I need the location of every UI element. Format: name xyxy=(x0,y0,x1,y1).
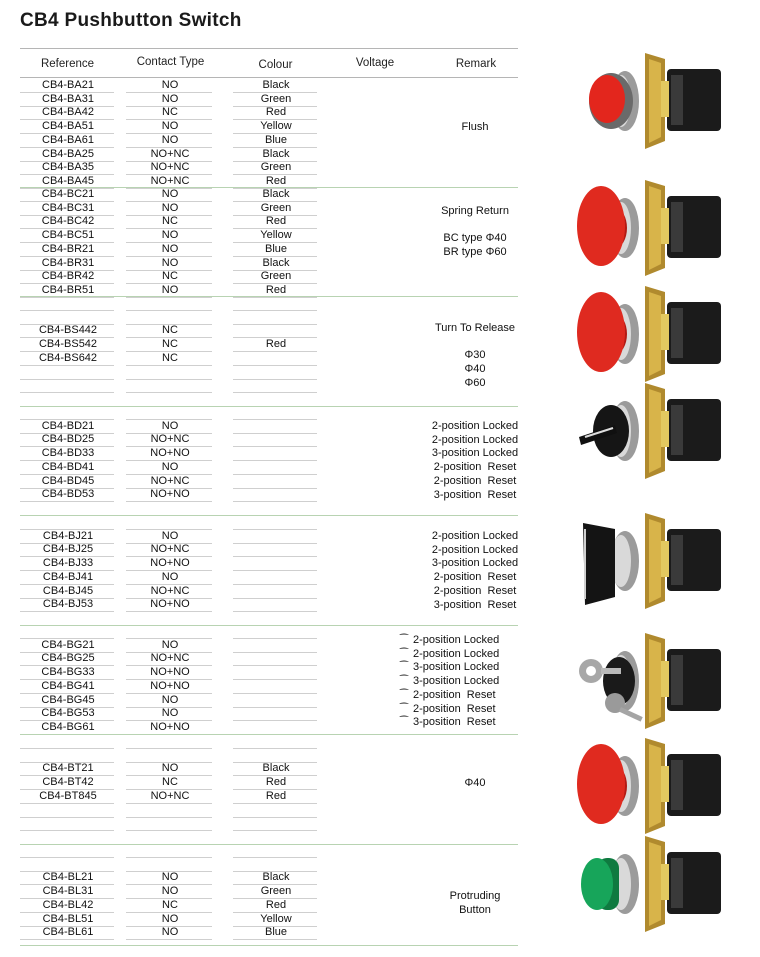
table-cell-ref: CB4-BD21 xyxy=(41,419,95,432)
table-cell-ref: CB4-BR51 xyxy=(41,283,95,296)
row-underline xyxy=(126,379,212,380)
row-underline xyxy=(20,803,114,804)
row-underline xyxy=(233,529,317,530)
table-cell-ref: CB4-BR31 xyxy=(41,256,95,269)
remark-line xyxy=(395,689,525,703)
row-underline xyxy=(233,584,317,585)
header-bottom-rule xyxy=(20,77,518,78)
table-cell-contact: NO xyxy=(161,912,179,925)
row-underline xyxy=(126,857,212,858)
row-underline xyxy=(233,446,317,447)
remark-block xyxy=(420,322,530,391)
table-cell-ref: CB4-BJ45 xyxy=(42,584,94,597)
table-cell-contact: NO+NO xyxy=(150,447,190,460)
table-cell-contact: NO xyxy=(161,693,179,706)
remark-line: 2-position Locked xyxy=(431,530,519,542)
table-cell-contact: NO+NC xyxy=(150,174,190,187)
table-cell-colour: Yellow xyxy=(260,229,292,242)
group-separator xyxy=(20,515,518,516)
row-underline xyxy=(126,365,212,366)
group-separator xyxy=(20,945,518,946)
table-cell-colour: Black xyxy=(262,188,290,200)
table-cell-contact: NO xyxy=(161,229,179,242)
table-cell-contact: NO+NO xyxy=(150,720,190,733)
table-cell-ref: CB4-BR42 xyxy=(41,270,95,283)
row-underline xyxy=(233,392,317,393)
header-colour: Colour xyxy=(258,59,293,71)
table-cell-contact: NO xyxy=(161,133,179,146)
key-position-icon: ⁀ xyxy=(399,648,409,660)
table-cell-ref: CB4-BD41 xyxy=(41,460,95,473)
row-underline xyxy=(233,310,317,311)
remark-line: BC type Φ40 xyxy=(443,232,507,245)
row-underline xyxy=(126,830,212,831)
header-reference: Reference xyxy=(40,58,95,70)
remark-text: 3-position Reset xyxy=(413,716,496,729)
remark-line: Φ60 xyxy=(464,376,486,389)
table-cell-ref: CB4-BL61 xyxy=(42,926,94,939)
row-underline xyxy=(20,501,114,502)
table-cell-ref: CB4-BA25 xyxy=(42,147,94,160)
page-title: CB4 Pushbutton Switch xyxy=(20,10,242,31)
table-cell-ref: CB4-BA51 xyxy=(42,120,94,133)
row-underline xyxy=(126,310,212,311)
header-contact-type: Contact Type xyxy=(136,56,205,68)
flush-pushbutton-photo xyxy=(575,45,735,155)
table-cell-contact: NO+NC xyxy=(150,474,190,487)
table-cell-contact: NO+NC xyxy=(150,652,190,665)
row-underline xyxy=(233,857,317,858)
row-underline xyxy=(126,817,212,818)
table-cell-ref: CB4-BG33 xyxy=(41,666,95,679)
row-underline xyxy=(20,857,114,858)
table-cell-contact: NO+NC xyxy=(150,147,190,160)
table-cell-colour: Red xyxy=(265,338,287,351)
remark-text: 2-position Locked xyxy=(413,634,500,646)
row-underline xyxy=(233,419,317,420)
table-cell-ref: CB4-BG41 xyxy=(41,679,95,692)
row-underline xyxy=(20,365,114,366)
row-underline xyxy=(20,297,114,298)
table-cell-contact: NO+NO xyxy=(150,488,190,501)
group-separator xyxy=(20,844,518,845)
table-cell-contact: NO+NO xyxy=(150,666,190,679)
table-cell-colour: Black xyxy=(262,79,290,91)
table-cell-contact: NO xyxy=(161,707,179,720)
turn-to-release-photo xyxy=(575,278,735,388)
remark-block xyxy=(395,634,525,730)
table-cell-contact: NO+NC xyxy=(150,789,190,802)
table-cell-colour: Yellow xyxy=(260,120,292,133)
table-cell-ref: CB4-BG45 xyxy=(41,693,95,706)
remark-line: 2-position Reset xyxy=(433,474,517,487)
table-cell-ref: CB4-BD45 xyxy=(41,474,95,487)
remark-line: Turn To Release xyxy=(434,322,516,334)
table-cell-ref: CB4-BL31 xyxy=(42,885,94,898)
table-cell-ref: CB4-BJ41 xyxy=(42,570,94,583)
row-underline xyxy=(20,310,114,311)
table-cell-ref: CB4-BG21 xyxy=(41,638,95,651)
row-underline xyxy=(233,433,317,434)
table-cell-contact: NO xyxy=(161,92,179,105)
row-underline xyxy=(126,611,212,612)
remark-line xyxy=(395,716,525,730)
remark-text: 2-position Reset xyxy=(413,688,496,701)
key-position-icon: ⁀ xyxy=(399,703,409,715)
remark-line: 2-position Reset xyxy=(433,571,517,584)
row-underline xyxy=(233,365,317,366)
row-underline xyxy=(126,297,212,298)
row-underline xyxy=(20,817,114,818)
table-cell-contact: NO xyxy=(161,885,179,898)
table-cell-contact: NO xyxy=(161,201,179,214)
table-cell-contact: NC xyxy=(162,215,178,228)
table-cell-contact: NO+NC xyxy=(150,543,190,556)
row-underline xyxy=(233,543,317,544)
table-cell-ref: CB4-BT21 xyxy=(42,762,94,775)
remark-line: 2-position Locked xyxy=(431,543,519,556)
key-position-icon: ⁀ xyxy=(399,662,409,674)
table-cell-contact: NO xyxy=(161,529,179,542)
table-cell-contact: NC xyxy=(162,776,178,789)
key-position-icon: ⁀ xyxy=(399,635,409,646)
row-underline xyxy=(233,460,317,461)
long-handle-selector-photo xyxy=(575,505,735,615)
row-underline xyxy=(233,638,317,639)
remark-line: 3-position Reset xyxy=(433,488,517,501)
remark-text: 3-position Locked xyxy=(413,661,500,674)
table-cell-ref: CB4-BT845 xyxy=(39,789,97,802)
table-cell-colour: Red xyxy=(265,776,287,789)
row-underline xyxy=(233,598,317,599)
key-position-icon: ⁀ xyxy=(399,676,409,688)
remark-line xyxy=(395,675,525,689)
table-cell-contact: NO xyxy=(161,242,179,255)
table-cell-contact: NO+NO xyxy=(150,679,190,692)
table-cell-ref: CB4-BA31 xyxy=(42,92,94,105)
table-cell-colour: Green xyxy=(260,885,292,898)
remark-line xyxy=(395,703,525,717)
row-underline xyxy=(233,556,317,557)
table-cell-contact: NO+NO xyxy=(150,598,190,611)
table-cell-colour: Blue xyxy=(264,926,288,939)
row-underline xyxy=(233,570,317,571)
table-cell-ref: CB4-BS442 xyxy=(38,324,98,337)
remark-text: 2-position Locked xyxy=(413,647,500,660)
row-underline xyxy=(233,324,317,325)
table-cell-contact: NO xyxy=(161,926,179,939)
table-cell-colour: Green xyxy=(260,92,292,105)
table-cell-ref: CB4-BJ21 xyxy=(42,529,94,542)
row-underline xyxy=(233,488,317,489)
table-cell-colour: Red xyxy=(265,898,287,911)
table-cell-ref: CB4-BA21 xyxy=(42,79,94,91)
table-cell-ref: CB4-BJ33 xyxy=(42,557,94,570)
remark-line: 2-position Locked xyxy=(431,420,519,432)
table-cell-contact: NC xyxy=(162,106,178,119)
remark-line: 2-position Locked xyxy=(431,433,519,446)
row-underline xyxy=(20,379,114,380)
row-underline xyxy=(233,817,317,818)
table-cell-contact: NO xyxy=(161,638,179,651)
remark-line xyxy=(420,336,530,350)
row-underline xyxy=(233,652,317,653)
table-cell-contact: NO xyxy=(161,256,179,269)
row-underline xyxy=(126,803,212,804)
table-cell-colour: Green xyxy=(260,201,292,214)
row-underline xyxy=(233,474,317,475)
row-underline xyxy=(233,707,317,708)
remark-line: Φ40 xyxy=(464,363,486,376)
remark-block xyxy=(420,890,530,917)
remark-line: 3-position Locked xyxy=(431,447,519,460)
table-cell-ref: CB4-BC42 xyxy=(41,215,95,228)
remark-line: 3-position Locked xyxy=(431,557,519,570)
table-cell-contact: NO xyxy=(161,871,179,884)
table-cell-colour: Black xyxy=(262,762,290,775)
table-cell-colour: Blue xyxy=(264,133,288,146)
remark-block xyxy=(420,205,530,260)
selector-switch-photo xyxy=(575,375,735,485)
remark-line xyxy=(395,661,525,675)
row-underline xyxy=(233,351,317,352)
remark-line: 2-position Reset xyxy=(433,584,517,597)
row-underline xyxy=(20,392,114,393)
table-cell-ref: CB4-BC31 xyxy=(41,201,95,214)
table-cell-colour: Blue xyxy=(264,242,288,255)
key-position-icon: ⁀ xyxy=(399,689,409,701)
table-cell-contact: NC xyxy=(162,351,178,364)
row-underline xyxy=(233,665,317,666)
group-separator xyxy=(20,406,518,407)
group-separator xyxy=(20,296,518,297)
table-cell-contact: NO+NC xyxy=(150,433,190,446)
table-cell-ref: CB4-BA42 xyxy=(42,106,94,119)
table-cell-ref: CB4-BG61 xyxy=(41,720,95,733)
table-cell-contact: NO+NO xyxy=(150,557,190,570)
table-cell-ref: CB4-BC21 xyxy=(41,188,95,200)
remark-line: BR type Φ60 xyxy=(443,246,507,259)
table-cell-ref: CB4-BG25 xyxy=(41,652,95,665)
header-voltage: Voltage xyxy=(355,57,395,69)
table-cell-contact: NC xyxy=(162,338,178,351)
row-underline xyxy=(233,501,317,502)
table-cell-ref: CB4-BJ25 xyxy=(42,543,94,556)
row-underline xyxy=(126,501,212,502)
remark-line: Button xyxy=(459,903,491,916)
table-cell-contact: NO xyxy=(161,283,179,296)
remark-line xyxy=(395,648,525,662)
table-cell-contact: NC xyxy=(162,324,178,337)
table-cell-colour: Red xyxy=(265,283,287,296)
table-cell-ref: CB4-BL21 xyxy=(42,871,94,884)
remark-block xyxy=(420,121,530,135)
table-cell-colour: Yellow xyxy=(260,912,292,925)
table-cell-ref: CB4-BL51 xyxy=(42,912,94,925)
group-separator xyxy=(20,734,518,735)
remark-line: Spring Return xyxy=(441,205,509,217)
remark-text: 3-position Locked xyxy=(413,675,500,688)
row-underline xyxy=(20,748,114,749)
row-underline xyxy=(126,939,212,940)
remark-line: Φ30 xyxy=(464,349,486,362)
table-cell-ref: CB4-BA45 xyxy=(42,174,94,187)
table-cell-contact: NO xyxy=(161,570,179,583)
table-cell-ref: CB4-BS542 xyxy=(38,338,98,351)
table-cell-ref: CB4-BD25 xyxy=(41,433,95,446)
table-cell-colour: Green xyxy=(260,270,292,283)
row-underline xyxy=(233,297,317,298)
row-underline xyxy=(20,830,114,831)
remark-line xyxy=(395,634,525,648)
table-cell-ref: CB4-BJ53 xyxy=(42,598,94,611)
remark-line: Flush xyxy=(461,121,489,133)
table-cell-contact: NO xyxy=(161,762,179,775)
remark-line xyxy=(420,219,530,233)
remark-line: 3-position Reset xyxy=(433,598,517,611)
row-underline xyxy=(233,720,317,721)
table-cell-colour: Black xyxy=(262,256,290,269)
table-cell-ref: CB4-BC51 xyxy=(41,229,95,242)
table-cell-contact: NC xyxy=(162,270,178,283)
remark-line: Protruding xyxy=(449,890,501,902)
row-underline xyxy=(233,939,317,940)
table-cell-ref: CB4-BA35 xyxy=(42,161,94,174)
table-cell-contact: NO xyxy=(161,79,179,91)
remark-block xyxy=(420,420,530,502)
table-cell-contact: NO xyxy=(161,419,179,432)
table-cell-contact: NO xyxy=(161,120,179,133)
table-cell-ref: CB4-BR21 xyxy=(41,242,95,255)
row-underline xyxy=(233,611,317,612)
row-underline xyxy=(126,392,212,393)
remark-line: 2-position Reset xyxy=(433,461,517,474)
row-underline xyxy=(233,693,317,694)
protruding-button-photo xyxy=(575,828,735,938)
remark-line: Φ40 xyxy=(464,777,486,789)
table-cell-contact: NO+NC xyxy=(150,584,190,597)
header-remark: Remark xyxy=(455,58,497,70)
table-cell-colour: Green xyxy=(260,161,292,174)
table-cell-ref: CB4-BL42 xyxy=(42,898,94,911)
table-cell-ref: CB4-BD53 xyxy=(41,488,95,501)
row-underline xyxy=(233,803,317,804)
key-position-icon: ⁀ xyxy=(399,717,409,729)
mushroom-button-photo xyxy=(575,730,735,840)
mushroom-spring-return-photo xyxy=(575,172,735,282)
table-cell-colour: Black xyxy=(262,147,290,160)
row-underline xyxy=(233,679,317,680)
table-cell-colour: Red xyxy=(265,106,287,119)
table-cell-ref: CB4-BD33 xyxy=(41,447,95,460)
table-cell-ref: CB4-BG53 xyxy=(41,707,95,720)
table-cell-contact: NO xyxy=(161,460,179,473)
table-cell-colour: Red xyxy=(265,215,287,228)
table-cell-ref: CB4-BS642 xyxy=(38,351,98,364)
table-cell-contact: NO+NC xyxy=(150,161,190,174)
table-cell-colour: Black xyxy=(262,871,290,884)
key-selector-photo xyxy=(575,625,735,735)
row-underline xyxy=(20,611,114,612)
group-separator xyxy=(20,625,518,626)
remark-text: 2-position Reset xyxy=(413,702,496,715)
table-cell-ref: CB4-BA61 xyxy=(42,133,94,146)
table-cell-ref: CB4-BT42 xyxy=(42,776,94,789)
row-underline xyxy=(20,939,114,940)
remark-block xyxy=(420,530,530,612)
row-underline xyxy=(233,830,317,831)
table-cell-colour: Red xyxy=(265,789,287,802)
table-cell-colour: Red xyxy=(265,174,287,187)
table-cell-contact: NC xyxy=(162,898,178,911)
row-underline xyxy=(126,748,212,749)
header-top-rule xyxy=(20,48,518,49)
remark-block xyxy=(420,777,530,791)
row-underline xyxy=(233,379,317,380)
row-underline xyxy=(233,748,317,749)
table-cell-contact: NO xyxy=(161,188,179,200)
